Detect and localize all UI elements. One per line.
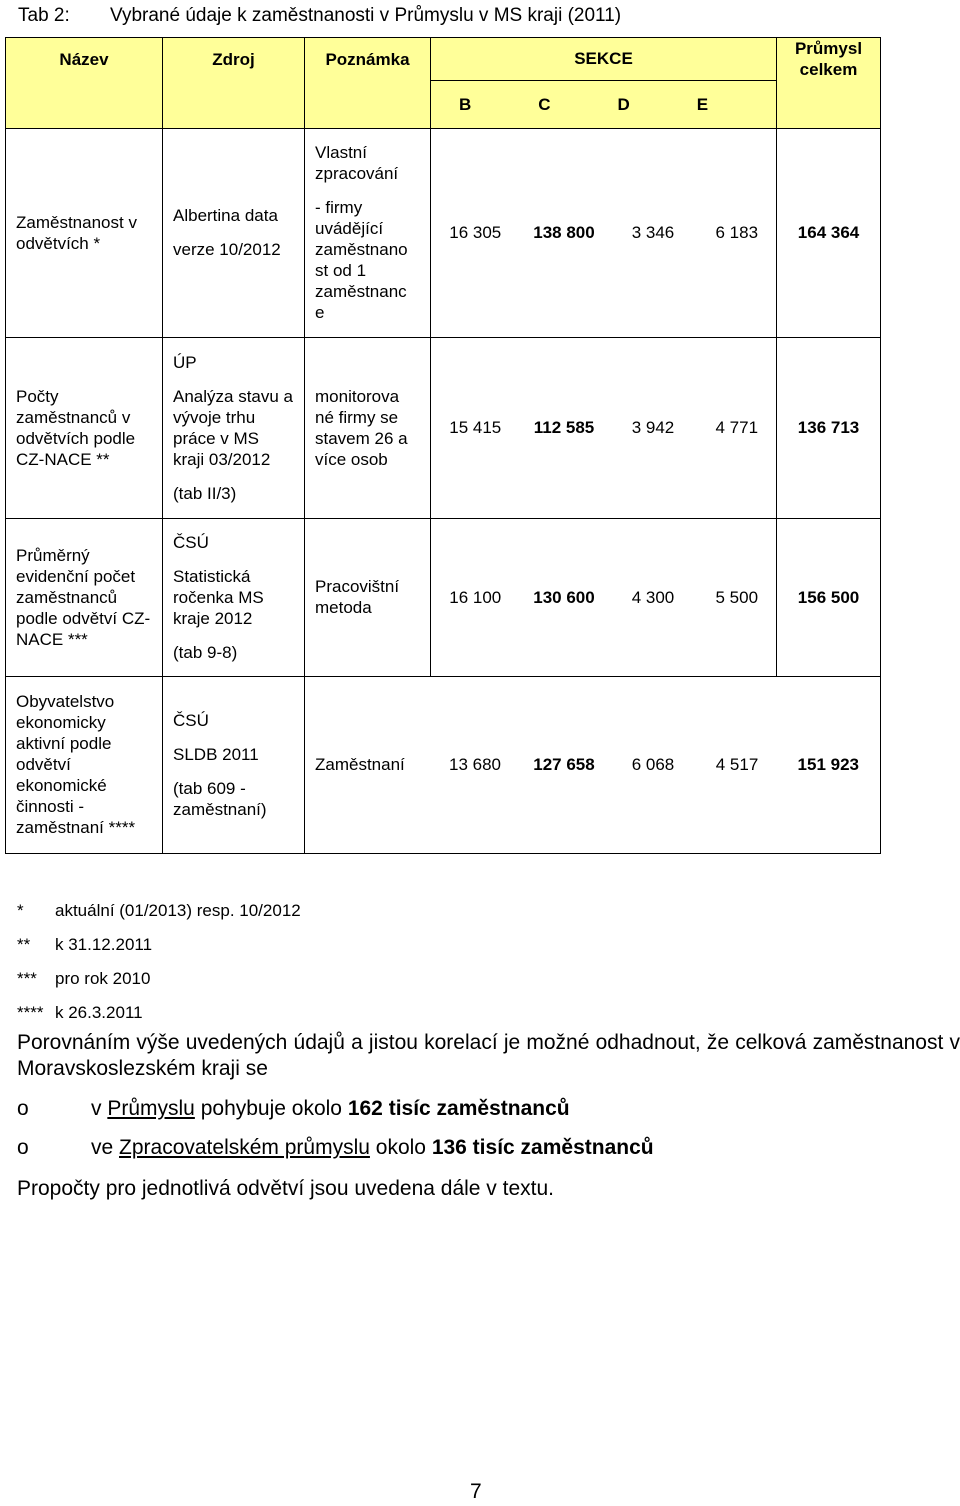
value-c: 138 800 xyxy=(520,128,609,337)
page-number: 7 xyxy=(470,1480,482,1503)
value-d: 3 346 xyxy=(609,128,698,337)
link-prumysl[interactable]: Průmyslu xyxy=(107,1097,195,1120)
employment-table xyxy=(5,37,881,854)
header-name: Název xyxy=(6,38,163,81)
value-e: 4 517 xyxy=(698,676,777,853)
footnotes xyxy=(17,894,517,1030)
header-d: D xyxy=(617,94,630,114)
value-b: 16 100 xyxy=(431,518,520,676)
value-c: 112 585 xyxy=(520,337,609,518)
table-row xyxy=(6,676,881,853)
row-source: Albertina data verze 10/2012 xyxy=(163,128,305,337)
table-row xyxy=(6,128,881,337)
header-note-spacer xyxy=(305,80,431,128)
row-source: ČSÚ Statistická ročenka MS kraje 2012 (tab 9-8) xyxy=(163,518,305,676)
bullet-item: o v Průmyslu pohybuje okolo 162 tisíc zaměstnanců xyxy=(17,1094,947,1124)
value-e: 6 183 xyxy=(698,128,777,337)
closing-sentence: Propočty pro jednotlivá odvětví jsou uvedena dále v textu. xyxy=(17,1177,554,1200)
header-note: Poznámka xyxy=(305,38,431,81)
bullet-item: o ve Zpracovatelském průmyslu okolo 136 tisíc zaměstnanců xyxy=(17,1133,947,1163)
value-d: 4 300 xyxy=(609,518,698,676)
value-total: 151 923 xyxy=(777,676,881,853)
header-sekce-letters xyxy=(431,80,777,128)
header-source: Zdroj xyxy=(163,38,305,81)
header-total-spacer xyxy=(777,80,881,128)
footnote: **** k 26.3.2011 xyxy=(17,1003,143,1022)
table-row xyxy=(6,518,881,676)
row-note: Zaměstnaní xyxy=(305,676,431,853)
value-c: 130 600 xyxy=(520,518,609,676)
row-name: Zaměstnanost v odvětvích * xyxy=(6,128,163,337)
row-source: ČSÚ SLDB 2011 (tab 609 - zaměstnaní) xyxy=(163,676,305,853)
header-total: Průmysl celkem xyxy=(777,38,881,81)
row-source: ÚP Analýza stavu a vývoje trhu práce v MS kraji 03/2012 (tab II/3) xyxy=(163,337,305,518)
value-total: 156 500 xyxy=(777,518,881,676)
row-name: Počty zaměstnanců v odvětvích podle CZ-NACE ** xyxy=(6,337,163,518)
bullet-marker: o xyxy=(17,1097,29,1120)
row-note: Pracovištní metoda xyxy=(305,518,431,676)
footnote: * aktuální (01/2013) resp. 10/2012 xyxy=(17,901,301,920)
value-e: 5 500 xyxy=(698,518,777,676)
footnote: ** k 31.12.2011 xyxy=(17,935,153,954)
value-total: 136 713 xyxy=(777,337,881,518)
value-d: 3 942 xyxy=(609,337,698,518)
header-b: B xyxy=(459,94,472,114)
row-note: monitorova né firmy se stavem 26 a více osob xyxy=(305,337,431,518)
table-title: Vybrané údaje k zaměstnanosti v Průmyslu v MS kraji (2011) xyxy=(110,5,622,26)
value-c: 127 658 xyxy=(520,676,609,853)
value-b: 15 415 xyxy=(431,337,520,518)
header-sekce: SEKCE xyxy=(431,38,777,81)
table-row xyxy=(6,337,881,518)
header-source-spacer xyxy=(163,80,305,128)
table-number: Tab 2: xyxy=(18,5,70,26)
row-note: Vlastní zpracování - firmy uvádějící zaměstnano st od 1 zaměstnanc e xyxy=(305,128,431,337)
value-d: 6 068 xyxy=(609,676,698,853)
value-total: 164 364 xyxy=(777,128,881,337)
bullet-marker: o xyxy=(17,1136,29,1159)
row-name: Průměrný evidenční počet zaměstnanců podle odvětví CZ-NACE *** xyxy=(6,518,163,676)
value-b: 16 305 xyxy=(431,128,520,337)
row-name: Obyvatelstvo ekonomicky aktivní podle odvětví ekonomické činnosti - zaměstnaní **** xyxy=(6,676,163,853)
summary-paragraph: Porovnáním výše uvedených údajů a jistou korelací je možné odhadnout, že celková zaměstnanost v Moravskoslezském kraji se xyxy=(17,1031,960,1080)
header-name-spacer xyxy=(6,80,163,128)
value-e: 4 771 xyxy=(698,337,777,518)
value-b: 13 680 xyxy=(431,676,520,853)
header-e: E xyxy=(696,94,709,114)
footnote: *** pro rok 2010 xyxy=(17,969,151,988)
page-title xyxy=(18,2,948,30)
header-c: C xyxy=(538,94,551,114)
link-zpracovatelsky-prumysl[interactable]: Zpracovatelském průmyslu xyxy=(119,1136,370,1159)
